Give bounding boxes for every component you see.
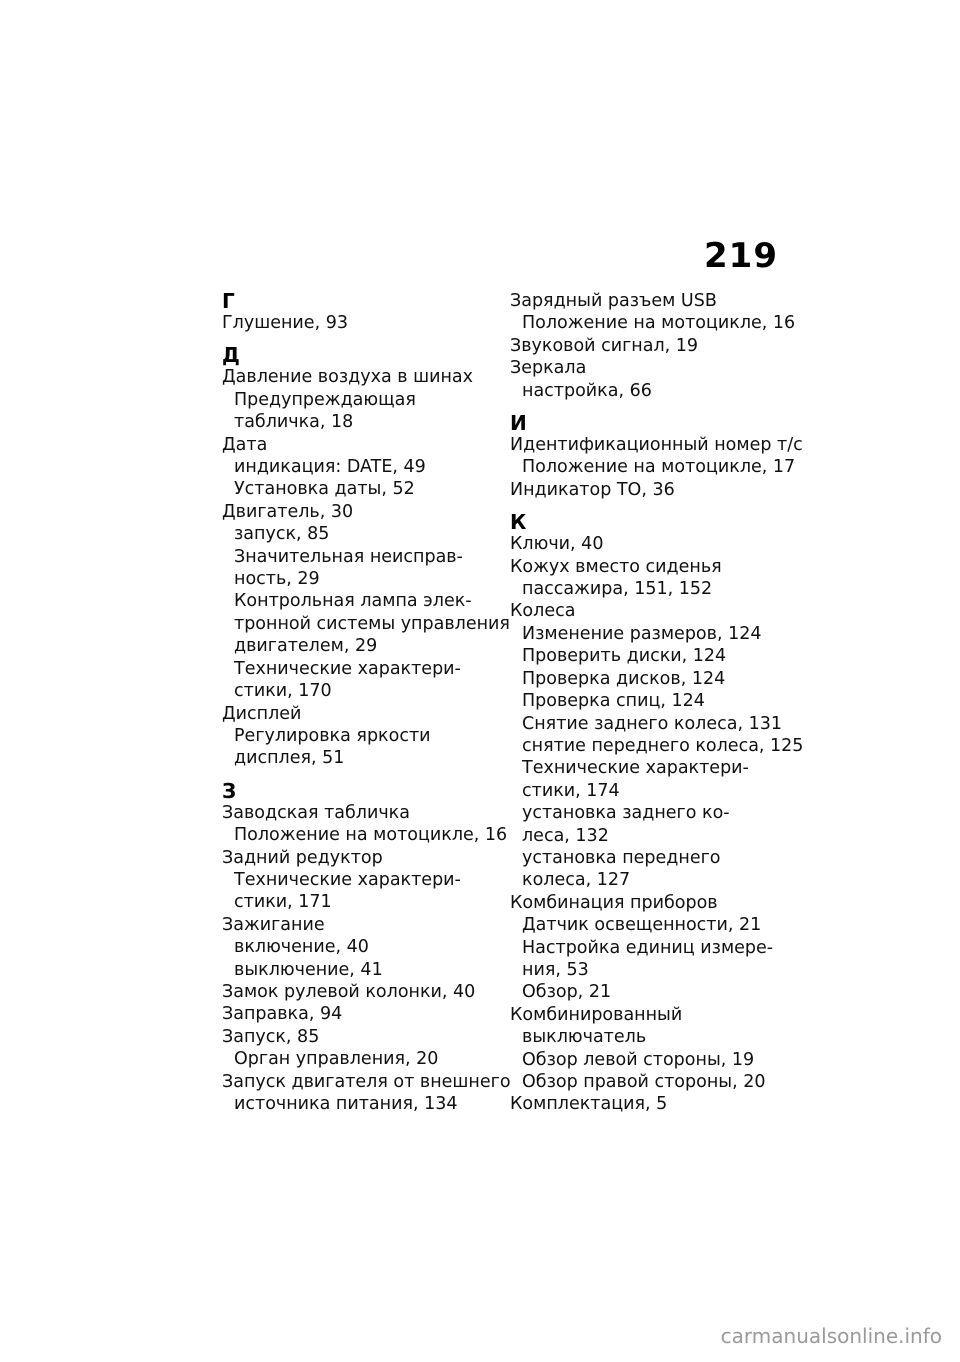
index-entry: Зажигание — [222, 914, 325, 935]
index-subentry: выключение, 41 — [234, 959, 383, 980]
index-subentry: Положение на мотоцикле, 17 — [522, 457, 796, 478]
watermark: carmanualsonline.info — [720, 1324, 942, 1348]
index-subentry: стики, 171 — [234, 892, 332, 913]
index-section — [510, 290, 800, 402]
index-column-left — [222, 289, 511, 1115]
index-entry: Колеса — [510, 601, 576, 622]
index-subentry: тронной системы управления — [234, 613, 510, 634]
index-subentry: индикация: DATE, 49 — [234, 457, 426, 478]
index-subentry: Установка даты, 52 — [234, 479, 415, 500]
index-subentry: двигателем, 29 — [234, 636, 378, 657]
index-entry: Звуковой сигнал, 19 — [510, 335, 699, 356]
index-subentry: установка переднего — [522, 847, 721, 868]
index-entry: Комбинация приборов — [510, 892, 718, 913]
index-subentry: Обзор левой стороны, 19 — [522, 1049, 755, 1070]
index-subentry: Проверить диски, 124 — [522, 646, 727, 667]
index-entry: Дата — [222, 434, 268, 455]
index-subentry: Положение на мотоцикле, 16 — [234, 825, 508, 846]
index-section — [510, 411, 803, 501]
index-entry: Зарядный разъем USB — [510, 291, 717, 311]
index-section — [222, 290, 507, 334]
index-entry: Глушение, 93 — [222, 313, 348, 333]
index-subentry: ность, 29 — [234, 569, 320, 590]
index-subentry: Контрольная лампа элек- — [234, 591, 472, 612]
index-section — [510, 510, 804, 1116]
index-subentry: Обзор, 21 — [522, 982, 612, 1003]
index-entry: Запуск, 85 — [222, 1026, 320, 1047]
index-subentry: источника питания, 134 — [234, 1094, 458, 1114]
index-subentry: выключатель — [522, 1027, 647, 1048]
page-number: 219 — [704, 236, 778, 276]
index-subentry: Значительная неисправ- — [234, 546, 463, 567]
index-subentry: Снятие заднего колеса, 131 — [522, 713, 782, 734]
index-entry: Запуск двигателя от внешнего — [222, 1071, 511, 1092]
index-subentry: стики, 170 — [234, 681, 332, 702]
section-letter: И — [510, 411, 527, 436]
index-subentry: Предупреждающая — [234, 389, 416, 410]
index-column-right — [510, 290, 804, 1116]
index-entry: Кожух вместо сиденья — [510, 556, 722, 577]
section-letter: З — [222, 778, 237, 803]
index-subentry: установка заднего ко- — [522, 803, 730, 824]
index-subentry: стики, 174 — [522, 780, 620, 801]
index-entry: Зеркала — [510, 358, 587, 379]
index-subentry: леса, 132 — [522, 825, 609, 846]
index-subentry: ния, 53 — [522, 959, 589, 980]
section-letter: Д — [222, 343, 240, 368]
index-subentry: Положение на мотоцикле, 16 — [522, 313, 796, 334]
index-subentry: Проверка спиц, 124 — [522, 691, 705, 712]
index-entry: Комбинированный — [510, 1004, 683, 1025]
index-entry: Идентификационный номер т/с — [510, 435, 803, 456]
index-subentry: Настройка единиц измере- — [522, 937, 774, 958]
index-subentry: Орган управления, 20 — [234, 1049, 439, 1070]
index-entry: Дисплей — [222, 703, 302, 724]
index-entry: Замок рулевой колонки, 40 — [222, 981, 476, 1002]
index-subentry: Датчик освещенности, 21 — [522, 915, 762, 936]
index-subentry: Обзор правой стороны, 20 — [522, 1072, 766, 1092]
index-entry: Двигатель, 30 — [222, 501, 354, 522]
index-entry: Комплектация, 5 — [510, 1094, 668, 1115]
index-subentry: запуск, 85 — [234, 524, 330, 545]
index-entry: Заводская табличка — [222, 802, 410, 823]
index-subentry: пассажира, 151, 152 — [522, 579, 713, 600]
index-subentry: Технические характери- — [234, 869, 461, 890]
index-entry: Давление воздуха в шинах — [222, 367, 474, 388]
section-letter: Г — [222, 289, 235, 313]
index-subentry: включение, 40 — [234, 937, 369, 958]
index-subentry: Проверка дисков, 124 — [522, 668, 726, 689]
index-subentry: настройка, 66 — [522, 380, 652, 401]
index-entry: Индикатор ТО, 36 — [510, 479, 675, 500]
index-subentry: Изменение размеров, 124 — [522, 623, 762, 644]
index-section — [222, 778, 511, 1116]
index-entry: Ключи, 40 — [510, 534, 604, 555]
index-entry: Задний редуктор — [222, 847, 383, 868]
section-letter: К — [510, 510, 527, 535]
index-subentry: Регулировка яркости — [234, 725, 431, 746]
index-subentry: Технические характери- — [522, 758, 749, 779]
index-subentry: снятие переднего колеса, 125 — [522, 735, 804, 756]
index-subentry: колеса, 127 — [522, 870, 631, 891]
index-subentry: дисплея, 51 — [234, 748, 345, 769]
index-section — [222, 343, 510, 769]
index-subentry: табличка, 18 — [234, 412, 354, 433]
index-subentry: Технические характери- — [234, 658, 461, 679]
index-entry: Заправка, 94 — [222, 1004, 343, 1025]
